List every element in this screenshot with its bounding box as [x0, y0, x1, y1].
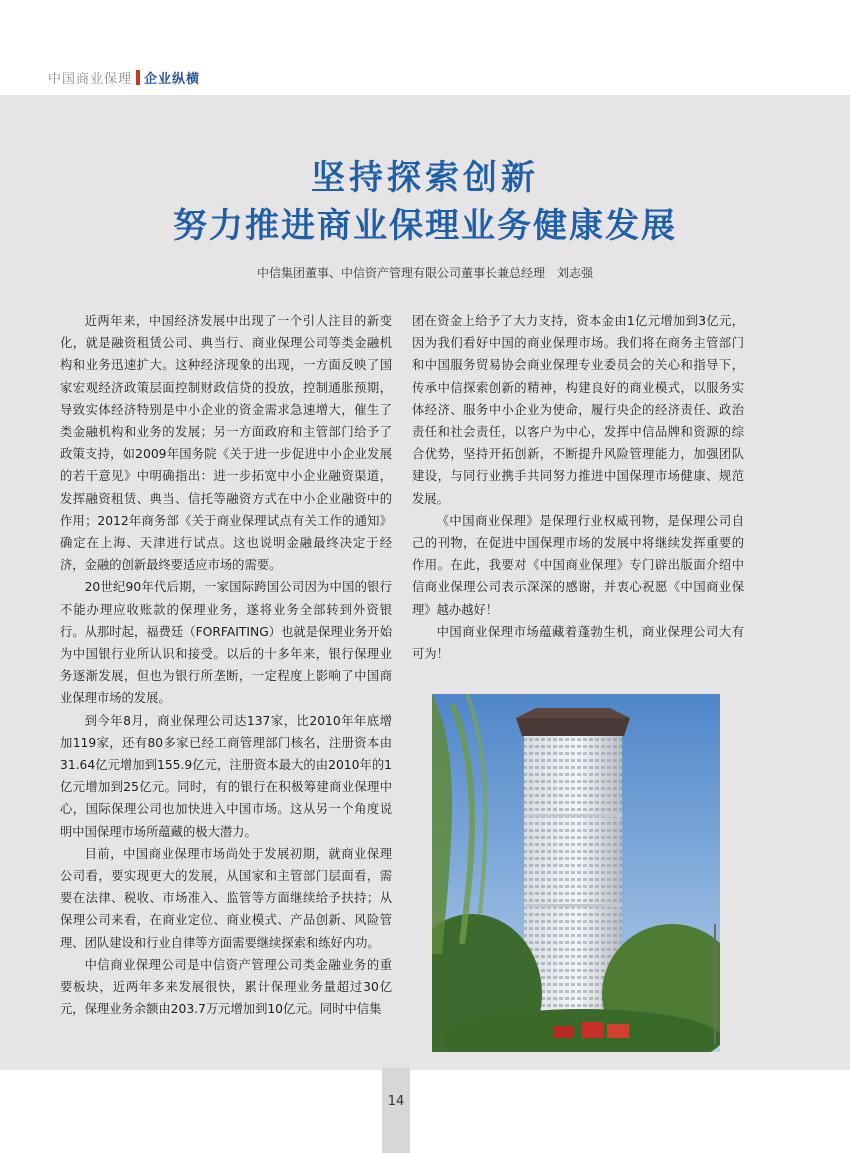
header-accent-bar [136, 70, 140, 85]
paragraph: 团在资金上给予了大力支持，资本金由1亿元增加到3亿元，因为我们看好中国的商业保理市场。我们将在商务主管部门和中国服务贸易协会商业保理专业委员会的关心和指导下，传承中信探索创新的精神，构建良好的商业模式，以服务实体经济、服务中小企业为使命，履行央企的经济责任、政治责任和社会责任，以客户为中心，发挥中信品牌和资源的综合优势，坚持开拓创新，不断提升风险管理能力，加强团队建设，与同行业携手共同努力推进中国保理市场健康、规范发展。 [412, 314, 744, 506]
article-byline: 中信集团董事、中信资产管理有限公司董事长兼总经理 刘志强 [256, 266, 593, 280]
paragraph: 《中国商业保理》是保理行业权威刊物，是保理公司自己的刊物，在促进中国保理市场的发展中将继续发挥重要的作用。在此，我要对《中国商业保理》专门辟出版面介绍中信商业保理公司表示深深的感谢，并衷心祝愿《中国商业保理》越办越好！ [412, 513, 744, 617]
paragraph: 中国商业保理市场蕴藏着蓬勃生机，商业保理公司大有可为！ [412, 624, 744, 662]
section-name: 企业纵横 [144, 71, 201, 87]
paragraph: 中信商业保理公司是中信资产管理公司类金融业务的重要板块，近两年多来发展很快，累计保理业务量超过30亿元，保理业务余额由203.7万元增加到10亿元。同时中信集 [60, 957, 392, 1017]
paragraph: 目前，中国商业保理市场尚处于发展初期，就商业保理公司看，要实现更大的发展，从国家和主管部门层面看，需要在法律、税收、市场准入、监管等方面继续给予扶持；从保理公司来看，在商业定位、商业模式、产品创新、风险管理、团队建设和行业自律等方面需要继续探索和练好内功。 [60, 846, 392, 950]
article-title-line2: 努力推进商业保理业务健康发展 [173, 206, 677, 246]
page-footer-tab [382, 1068, 410, 1153]
publication-name: 中国商业保理 [48, 71, 133, 87]
left-column [60, 310, 392, 1021]
page-number: 14 [387, 1094, 405, 1109]
building-photo [432, 694, 720, 1052]
paragraph: 近两年来，中国经济发展中出现了一个引人注目的新变化，就是融资租赁公司、典当行、商业保理公司等类金融机构和业务迅速扩大。这种经济现象的出现，一方面反映了国家宏观经济政策层面控制财政信贷的投放，控制通胀预期，导致实体经济特别是中小企业的资金需求急速增大，催生了类金融机构和业务的发展；另一方面政府和主管部门给予了政策支持，如2009年国务院《关于进一步促进中小企业发展的若干意见》中明确指出：进一步拓宽中小企业融资渠道，发挥融资租赁、典当、信托等融资方式在中小企业融资中的作用；2012年商务部《关于商业保理试点有关工作的通知》确定在上海、天津进行试点。这也说明金融最终决定于经济，金融的创新最终要适应市场的需要。 [60, 314, 392, 573]
paragraph: 20世纪90年代后期，一家国际跨国公司因为中国的银行不能办理应收账款的保理业务，遂将业务全部转到外资银行。从那时起，福费廷（FORFAITING）也就是保理业务开始为中国银行业所认识和接受。以后的十多年来，银行保理业务逐渐发展，但也为银行所垄断，一定程度上影响了中国商业保理市场的发展。 [60, 580, 392, 706]
article-title-line1: 坚持探索创新 [311, 158, 539, 198]
running-header [48, 66, 200, 88]
paragraph: 到今年8月，商业保理公司达137家，比2010年年底增加119家，还有80多家已经工商管理部门核名，注册资本由31.64亿元增加到155.9亿元，注册资本最大的由2010年的1亿元增加到25亿元。同时，有的银行在积极筹建商业保理中心，国际保理公司也加快进入中国市场。这从另一个角度说明中国保理市场所蕴藏的极大潜力。 [60, 713, 392, 839]
right-column [412, 310, 744, 665]
